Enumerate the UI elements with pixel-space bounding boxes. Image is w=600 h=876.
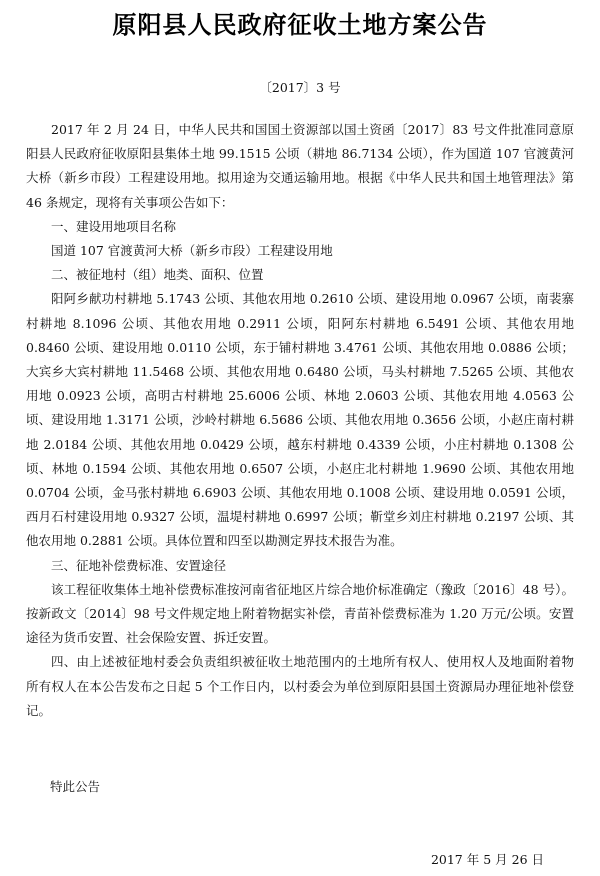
closing-remark: 特此公告 xyxy=(50,779,101,795)
section-heading-compensation: 三、征地补偿费标准、安置途径 xyxy=(51,557,227,573)
registration-paragraph: 四、由上述被征地村委会负责组织被征收土地范围内的土地所有权人、使用权人及地面附着物所有权人在本公告发布之日起 5 个工作日内，以村委会为单位到原阳县国土资源局办理征地补偿登记。 xyxy=(26,654,574,718)
compensation-paragraph: 该工程征收集体土地补偿费标准按河南省征地区片综合地价标准确定（豫政〔2016〕48 号）。按新政文〔2014〕98 号文件规定地上附着物据实补偿，青苗补偿费标准为 1.20 万元/公顷。安置途径为货币安置、社会保险安置、拆迁安置。 xyxy=(26,581,574,646)
intro-paragraph: 2017 年 2 月 24 日，中华人民共和国国土资源部以国土资函〔2017〕83 号文件批准同意原阳县人民政府征收原阳县集体土地 99.1515 公顷（耕地 86.7134 公顷），作为国道 107 官渡黄河大桥（新乡市段）工程建设用地。拟用途为交通运输用地。根据《中华人民共和国土地管理法》第 46 条规定，现将有关事项公告如下： xyxy=(26,122,574,210)
section-heading-project-name: 一、建设用地项目名称 xyxy=(51,218,177,234)
document-body xyxy=(26,118,574,723)
section-heading-land-details: 二、被征地村（组）地类、面积、位置 xyxy=(51,267,264,283)
project-name-paragraph: 国道 107 官渡黄河大桥（新乡市段）工程建设用地 xyxy=(51,243,333,259)
document-number: 〔2017〕3 号 xyxy=(259,80,341,95)
document-title: 原阳县人民政府征收土地方案公告 xyxy=(112,11,488,39)
land-details-paragraph: 阳阿乡献功村耕地 5.1743 公顷、其他农用地 0.2610 公顷、建设用地 0.0967 公顷，南裴寨村耕地 8.1096 公顷、其他农用地 0.2911 公顷，阳阿东村耕地 6.5491 公顷、其他农用地 0.8460 公顷、建设用地 0.0110 公顷，东于铺村耕地 3.4761 公顷、其他农用地 0.0886 公顷；大宾乡大宾村耕地 11.5468 公顷、其他农用地 0.6480 公顷，马头村耕地 7.5265 公顷、其他农用地 0.0923 公顷，高明古村耕地 25.6006 公顷、林地 2.0603 公顷、其他农用地 4.0563 公顷、建设用地 1.3171 公顷，沙岭村耕地 6.5686 公顷、其他农用地 0.3656 公顷，小赵庄南村耕地 2.0184 公顷、其他农用地 0.0429 公顷，越东村耕地 0.4339 公顷，小庄村耕地 0.1308 公顷、林地 0.1594 公顷、其他农用地 0.6507 公顷，小赵庄北村耕地 1.9690 公顷、其他农用地 0.0704 公顷，金马张村耕地 6.6903 公顷、其他农用地 0.1008 公顷、建设用地 0.0591 公顷，西月石村建设用地 0.9327 公顷，温堤村耕地 0.6997 公顷；靳堂乡刘庄村耕地 0.2197 公顷、其他农用地 0.2881 公顷。具体位置和四至以勘测定界技术报告为准。 xyxy=(26,291,574,549)
issue-date: 2017 年 5 月 26 日 xyxy=(430,852,544,867)
